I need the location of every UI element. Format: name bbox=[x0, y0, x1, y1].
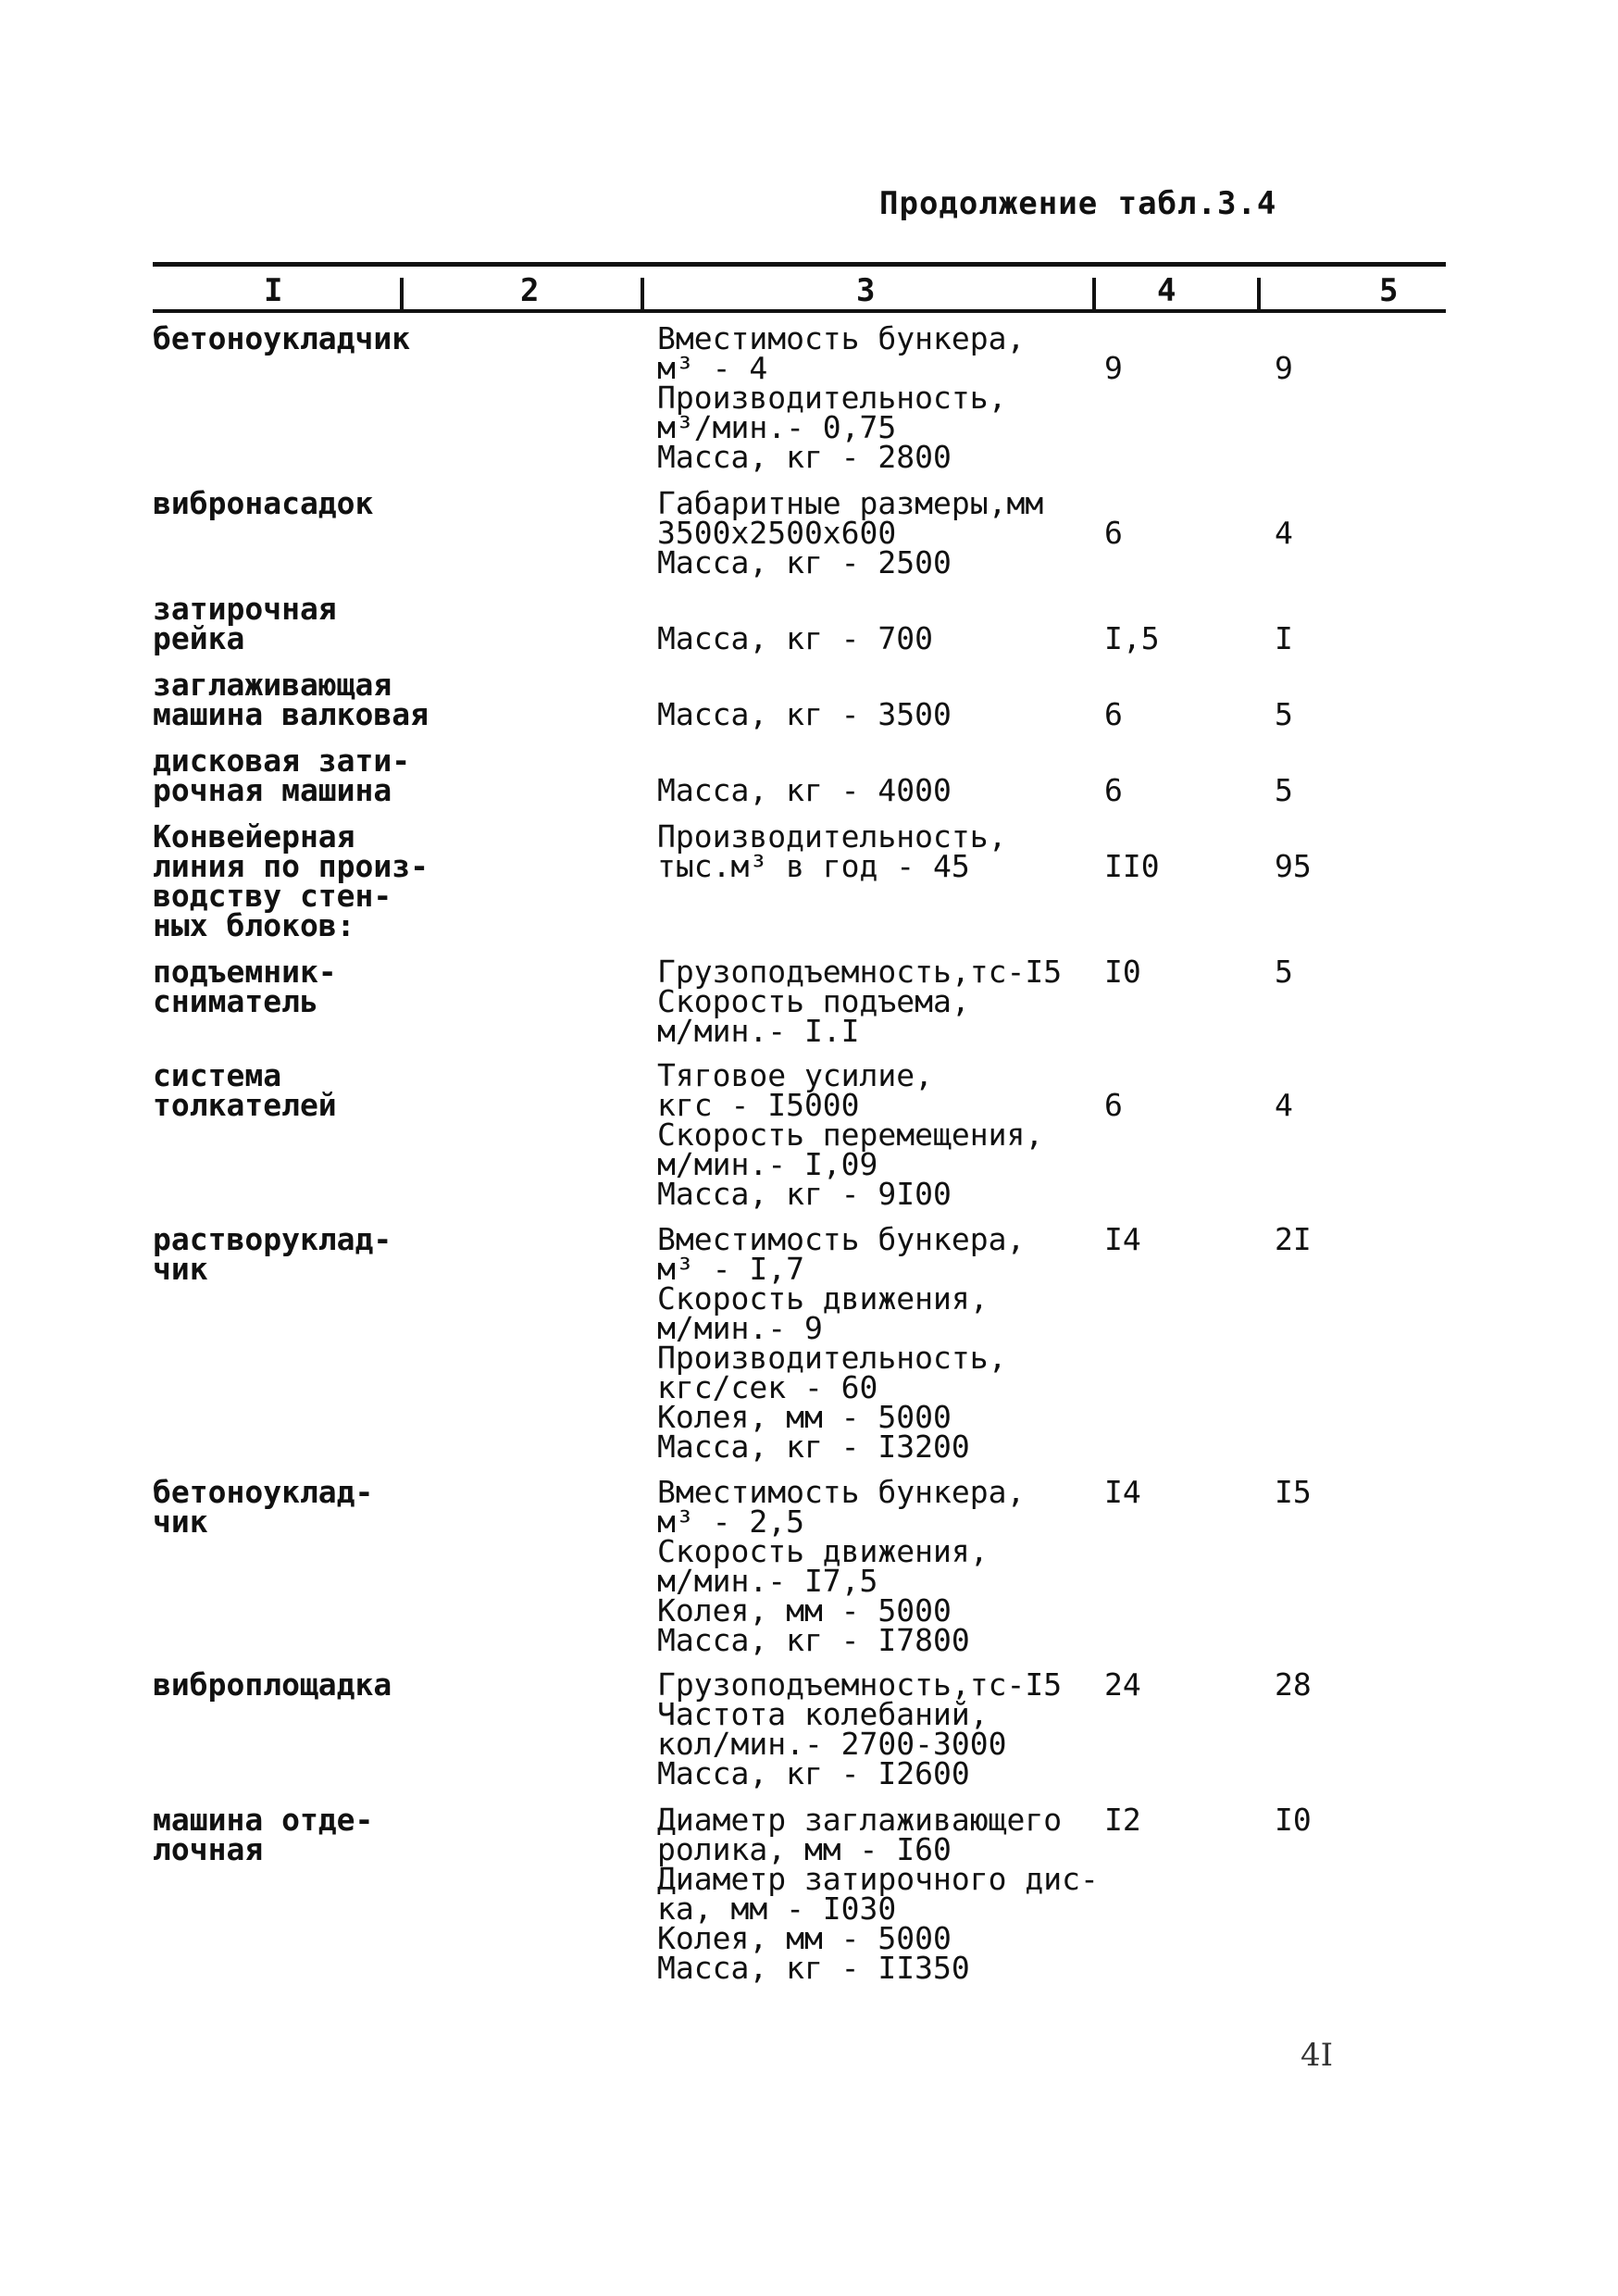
equipment-name: дисковая зати- рочная машина bbox=[153, 742, 411, 808]
column-4-value: 6 bbox=[1104, 515, 1123, 551]
equipment-name: Конвейерная линия по произ- водству стен- ных блоков: bbox=[153, 818, 429, 943]
column-5-value: 9 bbox=[1275, 350, 1293, 386]
column-4-value: II0 bbox=[1104, 848, 1160, 884]
column-5-value: 5 bbox=[1275, 696, 1293, 732]
equipment-name: затирочная рейка bbox=[153, 591, 337, 656]
equipment-name: подъемник- сниматель bbox=[153, 954, 337, 1019]
equipment-specs: Вместимость бункера, м³ - 4 Производительность, м³/мин.- 0,75 Масса, кг - 2800 bbox=[657, 320, 1026, 475]
column-header-2: 2 bbox=[520, 272, 540, 309]
column-separator bbox=[641, 278, 644, 309]
equipment-specs: Грузоподъемность,тс-I5 Частота колебаний, кол/мин.- 2700-3000 Масса, кг - I2600 bbox=[657, 1666, 1063, 1791]
column-5-value: 5 bbox=[1275, 772, 1293, 808]
equipment-name: бетоноуклад- чик bbox=[153, 1474, 374, 1540]
equipment-specs: Габаритные размеры,мм 3500x2500x600 Масса, кг - 2500 bbox=[657, 485, 1044, 580]
column-5-value: I0 bbox=[1275, 1802, 1312, 1838]
equipment-name: машина отде- лочная bbox=[153, 1802, 374, 1867]
column-4-value: 24 bbox=[1104, 1666, 1141, 1703]
column-4-value: 6 bbox=[1104, 696, 1123, 732]
equipment-specs: Диаметр заглаживающего ролика, мм - I60 Диаметр затирочного дис- ка, мм - I030 Колея, мм - 5000 Масса, кг - II350 bbox=[657, 1802, 1099, 1986]
page-number: 4I bbox=[1301, 2037, 1334, 2074]
column-header-3: 3 bbox=[856, 272, 876, 309]
equipment-name: бетоноукладчик bbox=[153, 320, 411, 356]
column-4-value: I4 bbox=[1104, 1474, 1141, 1510]
column-5-value: I5 bbox=[1275, 1474, 1312, 1510]
column-5-value: 5 bbox=[1275, 954, 1293, 990]
column-separator bbox=[1257, 278, 1261, 309]
column-5-value: 28 bbox=[1275, 1666, 1312, 1703]
column-4-value: I0 bbox=[1104, 954, 1141, 990]
column-header-4: 4 bbox=[1157, 272, 1176, 309]
column-5-value: I bbox=[1275, 620, 1293, 656]
column-separator bbox=[400, 278, 404, 309]
equipment-specs: Вместимость бункера, м³ - 2,5 Скорость движения, м/мин.- I7,5 Колея, мм - 5000 Масса, кг - I7800 bbox=[657, 1474, 1026, 1658]
equipment-name: растворуклад- чик bbox=[153, 1221, 392, 1287]
column-4-value: 9 bbox=[1104, 350, 1123, 386]
column-4-value: 6 bbox=[1104, 1087, 1123, 1123]
column-4-value: I2 bbox=[1104, 1802, 1141, 1838]
equipment-name: система толкателей bbox=[153, 1057, 337, 1123]
equipment-name: вибронасадок bbox=[153, 485, 374, 521]
equipment-specs: Вместимость бункера, м³ - I,7 Скорость движения, м/мин.- 9 Производительность, кгс/сек - 60 Колея, мм - 5000 Масса, кг - I3200 bbox=[657, 1221, 1026, 1465]
equipment-specs: Масса, кг - 3500 bbox=[657, 696, 952, 732]
equipment-name: заглаживающая машина валковая bbox=[153, 667, 429, 732]
equipment-specs: Масса, кг - 4000 bbox=[657, 772, 952, 808]
column-4-value: 6 bbox=[1104, 772, 1123, 808]
column-header-1: I bbox=[264, 272, 283, 309]
equipment-specs: Тяговое усилие, кгс - I5000 Скорость перемещения, м/мин.- I,09 Масса, кг - 9I00 bbox=[657, 1057, 1044, 1212]
table-continuation-heading: Продолжение табл.3.4 bbox=[879, 185, 1277, 222]
column-5-value: 95 bbox=[1275, 848, 1312, 884]
column-4-value: I,5 bbox=[1104, 620, 1160, 656]
column-separator bbox=[1092, 278, 1096, 309]
equipment-specs: Масса, кг - 700 bbox=[657, 620, 934, 656]
equipment-name: виброплощадка bbox=[153, 1666, 392, 1703]
column-5-value: 4 bbox=[1275, 1087, 1293, 1123]
column-5-value: 2I bbox=[1275, 1221, 1312, 1257]
column-5-value: 4 bbox=[1275, 515, 1293, 551]
column-4-value: I4 bbox=[1104, 1221, 1141, 1257]
column-header-5: 5 bbox=[1379, 272, 1399, 309]
equipment-specs: Грузоподъемность,тс-I5 Скорость подъема, м/мин.- I.I bbox=[657, 954, 1063, 1049]
table-top-rule bbox=[153, 262, 1446, 267]
table-header-rule bbox=[153, 309, 1446, 313]
equipment-specs: Производительность, тыс.м³ в год - 45 bbox=[657, 818, 1007, 884]
